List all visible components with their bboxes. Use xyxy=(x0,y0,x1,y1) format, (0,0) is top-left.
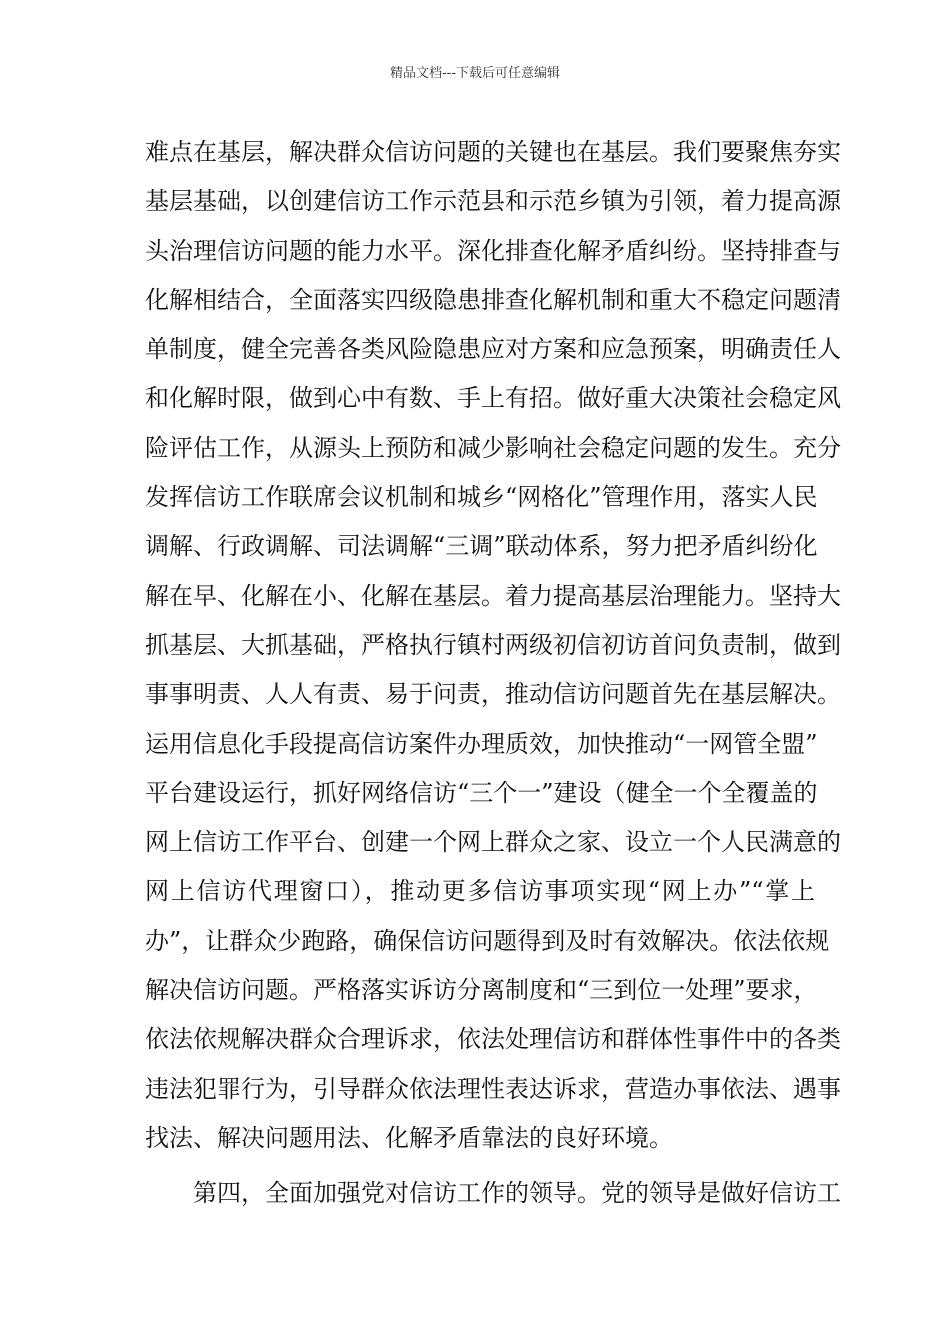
text-line: 第四，全面加强党对信访工作的领导。党的领导是做好信访工 xyxy=(145,1179,841,1208)
text-line: 难点在基层，解决群众信访问题的关键也在基层。我们要聚焦夯实 xyxy=(145,138,841,166)
paragraph-2 xyxy=(145,1169,841,1218)
text-line: 头治理信访问题的能力水平。深化排查化解矛盾纠纷。坚持排查与 xyxy=(145,236,841,265)
text-line: 抓基层、大抓基础，严格执行镇村两级初信初访首问负责制，做到 xyxy=(145,630,841,659)
text-line: 发挥信访工作联席会议机制和城乡“网格化”管理作用，落实人民 xyxy=(145,483,818,512)
text-line: 平台建设运行，抓好网络信访“三个一”建设（健全一个全覆盖的 xyxy=(145,778,818,807)
text-line: 事事明责、人人有责、易于问责，推动信访问题首先在基层解决。 xyxy=(145,680,841,709)
text-line: 运用信息化手段提高信访案件办理质效，加快推动“一网管全盟” xyxy=(145,729,818,758)
text-line: 找法、解决问题用法、化解矛盾靠法的良好环境。 xyxy=(145,1123,673,1152)
paragraph-1 xyxy=(145,128,841,1163)
text-line: 和化解时限，做到心中有数、手上有招。做好重大决策社会稳定风 xyxy=(145,384,841,413)
text-line: 调解、行政调解、司法调解“三调”联动体系，努力把矛盾纠纷化 xyxy=(145,532,818,561)
text-line: 化解相结合，全面落实四级隐患排查化解机制和重大不稳定问题清 xyxy=(145,285,841,314)
text-line: 基层基础，以创建信访工作示范县和示范乡镇为引领，着力提高源 xyxy=(145,187,841,216)
text-line: 办”，让群众少跑路，确保信访问题得到及时有效解决。依法依规 xyxy=(145,926,830,955)
text-line: 单制度，健全完善各类风险隐患应对方案和应急预案，明确责任人 xyxy=(145,335,841,364)
document-body xyxy=(145,128,841,1219)
text-line: 解决信访问题。严格落实诉访分离制度和“三到位一处理”要求， xyxy=(145,976,818,1005)
text-line: 网上信访代理窗口），推动更多信访事项实现“网上办”“掌上 xyxy=(145,877,815,906)
page-header: 精品文档---下载后可任意编辑 xyxy=(389,66,561,81)
text-line: 依法依规解决群众合理诉求，依法处理信访和群体性事件中的各类 xyxy=(145,1025,841,1054)
text-line: 网上信访工作平台、创建一个网上群众之家、设立一个人民满意的 xyxy=(145,828,841,857)
text-line: 解在早、化解在小、化解在基层。着力提高基层治理能力。坚持大 xyxy=(145,581,841,610)
text-line: 违法犯罪行为，引导群众依法理性表达诉求，营造办事依法、遇事 xyxy=(145,1074,841,1103)
text-line: 险评估工作，从源头上预防和减少影响社会稳定问题的发生。充分 xyxy=(145,433,841,462)
